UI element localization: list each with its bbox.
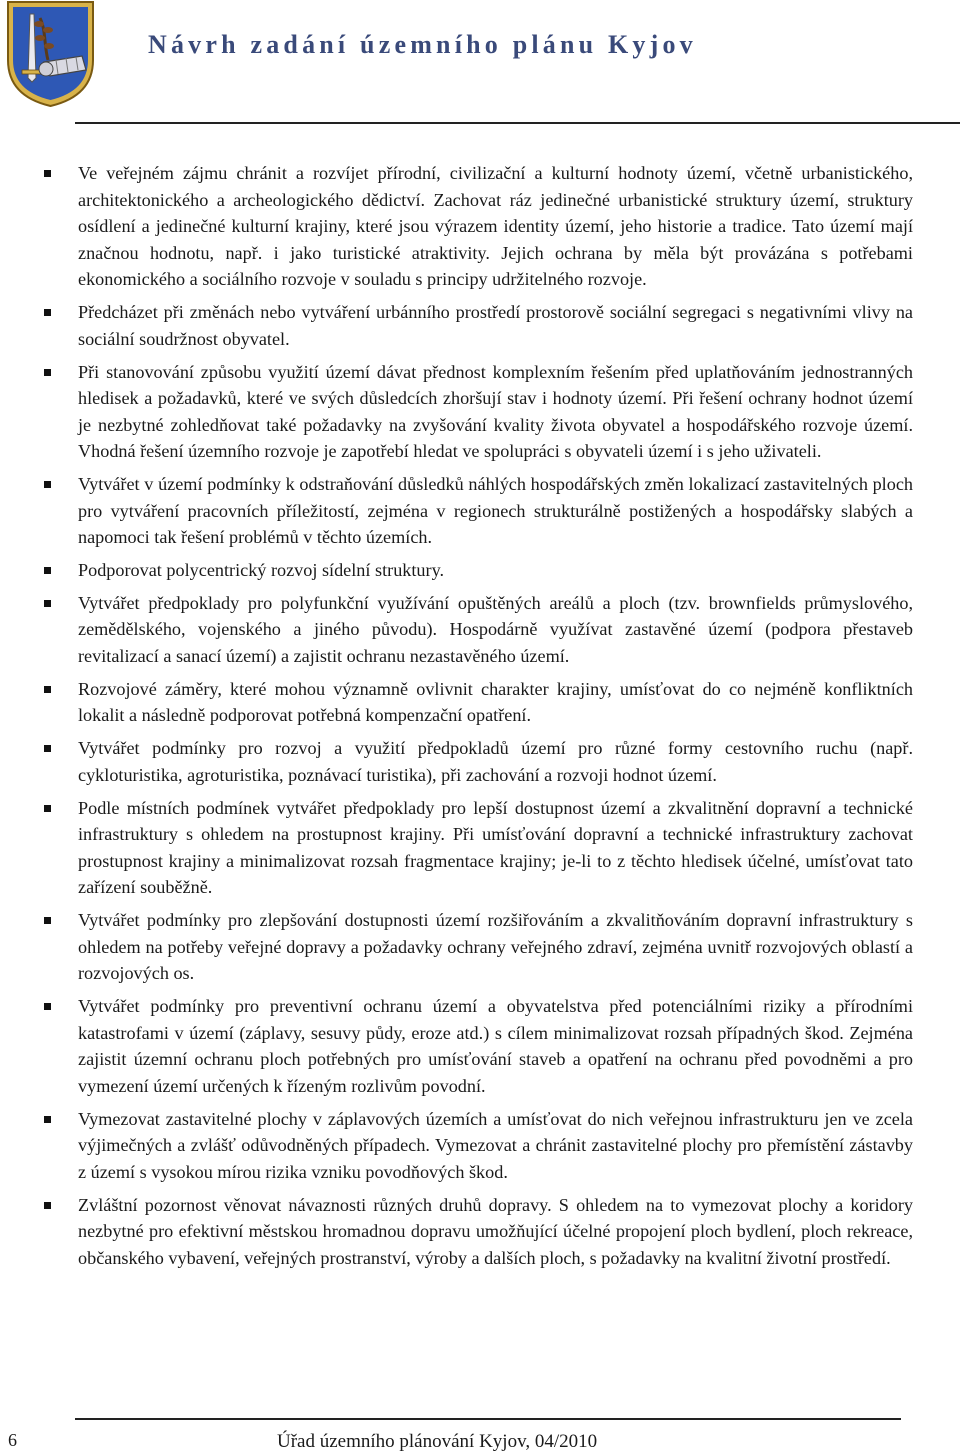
list-item: [78, 907, 913, 987]
list-item: [78, 735, 913, 788]
footer-text: Úřad územního plánování Kyjov, 04/2010: [277, 1431, 598, 1452]
page-number: 6: [8, 1430, 17, 1450]
list-item-text: Vymezovat zastavitelné plochy v záplavových územích a umísťovat do nich veřejnou infrastrukturu jen ve zcela výjimečných a zvlášť odůvodněných případech. Vymezovat a chránit zastavitelné plochy pro přemístění zástavby z území s vysokou mírou rizika vzniku povodňových škod.: [78, 1108, 913, 1182]
square-bullet-icon: [44, 917, 51, 924]
square-bullet-icon: [44, 170, 51, 177]
list-item: [78, 299, 913, 352]
list-item: [78, 160, 913, 293]
square-bullet-icon: [44, 600, 51, 607]
list-item-text: Vytvářet podmínky pro preventivní ochranu území a obyvatelstva před potenciálními riziky a přírodními katastrofami v území (záplavy, sesuvy půdy, eroze atd.) s cílem minimalizovat rozsah případných škod. Zejména zajistit územní ochranu ploch potřebných pro umísťování staveb a opatření na ochranu před povodněmi a pro vymezení území určených k řízeným rozlivům povodní.: [78, 996, 913, 1096]
document-title: Návrh zadání územního plánu Kyjov: [148, 30, 697, 59]
list-item-text: Rozvojové záměry, které mohou významně ovlivnit charakter krajiny, umísťovat do co nejméně konfliktních lokalit a následně podporovat potřebná kompenzační opatření.: [78, 678, 913, 726]
list-item: [78, 1106, 913, 1186]
list-item-text: Předcházet při změnách nebo vytváření urbánního prostředí prostorově sociální segregaci s negativními vlivy na sociální soudržnost obyvatel.: [78, 302, 913, 349]
square-bullet-icon: [44, 1003, 51, 1010]
list-item-text: Vytvářet předpoklady pro polyfunkční využívání opuštěných areálů a ploch (tzv. brownfields průmyslového, zemědělského, vojenského a jiného původu). Hospodárně využívat zastavěné území (podpora přestaveb revitalizací a sanací území) a zajistit ochranu nezastavěného území.: [78, 592, 913, 667]
list-item: [78, 359, 913, 465]
square-bullet-icon: [44, 686, 51, 693]
list-item-text: Při stanovování způsobu využití území dávat přednost komplexním řešením před uplatňováním jednostranných hledisek a požadavků, které ve svých důsledcích zhoršují stav i hodnoty území. Při řešení ochrany hodnot území je nezbytné zohledňovat také požadavky na zvyšování kvality života obyvatel a hospodářského rozvoje území. Vhodná řešení územního rozvoje je zapotřebí hledat ve spolupráci s obyvateli území i s jeho uživateli.: [78, 361, 913, 462]
square-bullet-icon: [44, 567, 51, 574]
square-bullet-icon: [44, 481, 51, 488]
list-item: [78, 1192, 913, 1272]
square-bullet-icon: [44, 1202, 51, 1209]
list-item: [78, 676, 913, 729]
document-body: [78, 160, 913, 1278]
header-divider: [75, 122, 960, 124]
list-item-text: Podporovat polycentrický rozvoj sídelní struktury.: [78, 560, 445, 581]
list-item-text: Vytvářet podmínky pro zlepšování dostupnosti území rozšiřováním a zkvalitňováním dopravní infrastruktury s ohledem na potřeby veřejné dopravy a požadavky ochrany veřejného zdraví, zejména uvnitř rozvojových oblastí a rozvojových os.: [78, 910, 913, 984]
list-item-text: Zvláštní pozornost věnovat návaznosti různých druhů dopravy. S ohledem na to vymezovat plochy a koridory nezbytné pro efektivní městskou hromadnou dopravu umožňující účelné propojení ploch bydlení, ploch rekreace, občanského vybavení, veřejných prostranství, výroby a dalších ploch, s požadavky na kvalitní životní prostředí.: [78, 1194, 913, 1268]
list-item: [78, 795, 913, 901]
list-item: [78, 471, 913, 551]
kyjov-coat-of-arms-icon: [4, 0, 97, 108]
list-item-text: Podle místních podmínek vytvářet předpoklady pro lepší dostupnost území a zkvalitnění dopravní a technické infrastruktury s ohledem na prostupnost krajiny. Při umísťování dopravní a technické infrastruktury zachovat prostupnost krajiny a minimalizovat rozsah fragmentace krajiny; je-li to z těchto hledisek účelné, umísťovat tato zařízení souběžně.: [78, 797, 913, 898]
list-item-text: Vytvářet v území podmínky k odstraňování důsledků náhlých hospodářských změn lokalizací zastavitelných ploch pro vytváření pracovních příležitostí, zejména v regionech strukturálně postižených a hospodářsky slabých a napomoci tak řešení problémů v těchto územích.: [78, 474, 913, 548]
list-item: [78, 557, 913, 584]
footer-divider: [75, 1418, 901, 1420]
square-bullet-icon: [44, 309, 51, 316]
list-item-text: Vytvářet podmínky pro rozvoj a využití předpokladů území pro různé formy cestovního ruchu (např. cykloturistika, agroturistika, poznávací turistika), při zachování a rozvoji hodnot území.: [78, 738, 913, 785]
square-bullet-icon: [44, 369, 51, 376]
principles-list: [78, 160, 913, 1271]
square-bullet-icon: [44, 745, 51, 752]
square-bullet-icon: [44, 1116, 51, 1123]
square-bullet-icon: [44, 805, 51, 812]
list-item: [78, 993, 913, 1099]
list-item: [78, 590, 913, 670]
list-item-text: Ve veřejném zájmu chránit a rozvíjet přírodní, civilizační a kulturní hodnoty území, včetně urbanistického, architektonického a archeologického dědictví. Zachovat ráz jedinečné urbanistické struktury území, struktury osídlení a jedinečné kulturní krajiny, které jsou výrazem identity území, jeho historie a tradice. Tato území mají značnou hodnotu, např. i jako turistické atraktivity. Jejich ochrana by měla být provázána s potřebami ekonomického a sociálního rozvoje v souladu s principy udržitelného rozvoje.: [78, 163, 913, 290]
